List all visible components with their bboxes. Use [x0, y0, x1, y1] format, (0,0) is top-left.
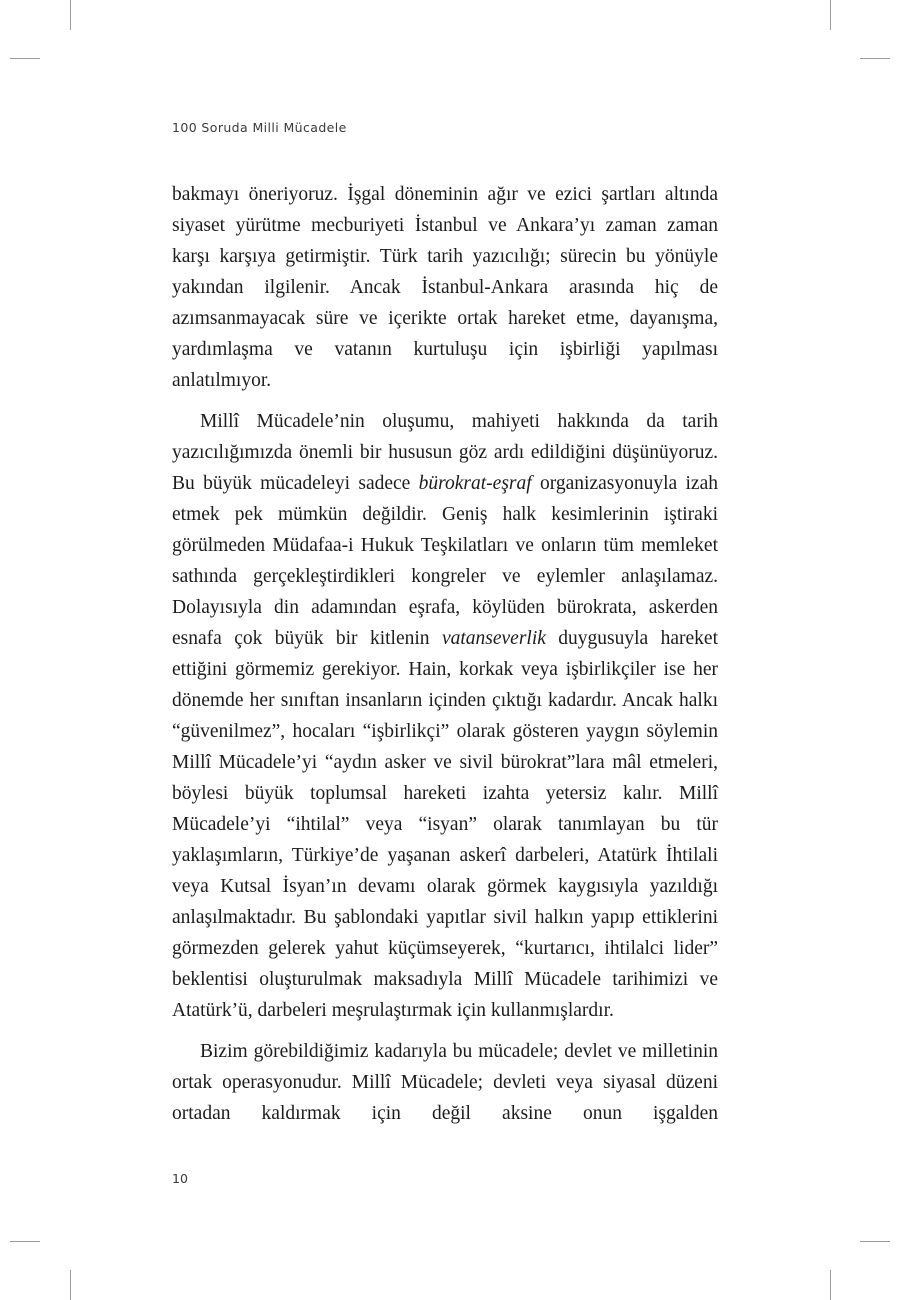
running-header: 100 Soruda Milli Mücadele: [172, 120, 347, 135]
paragraph: [172, 1036, 718, 1129]
crop-mark-bottom-left: [70, 1270, 71, 1300]
page-number: 10: [172, 1171, 188, 1186]
text-segment: duygusuyla hareket ettiğini görmemiz gerekiyor. Hain, korkak veya işbirlikçiler ise her dönemde her sınıftan insanların içinden çıktığı kadardır. Ancak halkı “güvenilmez”, hocaları “işbirlikçi” olarak gösteren yaygın söylemin Millî Mücadele’yi “aydın asker ve sivil bürokrat”lara mâl etmeleri, böylesi büyük toplumsal hareketi izahta yetersiz kalır. Millî Mücadele’yi “ihtilal” veya “isyan” olarak tanımlayan bu tür yaklaşımların, Türkiye’de yaşanan askerî darbeleri, Atatürk İhtilali veya Kutsal İsyan’ın devamı olarak görmek kaygısıyla yazıldığı anlaşılmaktadır. Bu şablondaki yapıtlar sivil halkın yapıp ettiklerini görmezden gelerek yahut küçümseyerek, “kurtarıcı, ihtilalci lider” beklentisi oluşturulmak maksadıyla Millî Mücadele tarihimizi ve Atatürk’ü, darbeleri meşrulaştırmak için kullanmışlardır.: [172, 628, 718, 1021]
italic-term: vatanseverlik: [441, 628, 546, 649]
italic-term: bürokrat-eşraf: [418, 473, 532, 494]
crop-mark-right-top: [860, 58, 890, 59]
crop-mark-left-bottom: [10, 1241, 40, 1242]
body-text: [172, 179, 718, 1129]
crop-mark-top-left: [70, 0, 71, 30]
text-segment: bakmayı öneriyoruz. İşgal döneminin ağır ve ezici şartları altında siyaset yürütme mecburiyeti İstanbul ve Ankara’yı zaman zaman karşı karşıya getirmiştir. Türk tarih yazıcılığı; sürecin bu yönüyle yakından ilgilenir. Ancak İstanbul-Ankara arasında hiç de azımsanmayacak süre ve içerikte ortak hareket etme, dayanışma, yardımlaşma ve vatanın kurtuluşu için işbirliği yapılması anlatılmıyor.: [172, 184, 718, 391]
paragraph: [172, 179, 718, 396]
crop-mark-top-right: [830, 0, 831, 30]
paragraph: [172, 406, 718, 1026]
crop-mark-bottom-right: [830, 1270, 831, 1300]
crop-mark-right-bottom: [860, 1241, 890, 1242]
crop-mark-left-top: [10, 58, 40, 59]
text-segment: organizasyonuyla izah etmek pek mümkün değildir. Geniş halk kesimlerinin iştiraki görülmeden Müdafaa-i Hukuk Teşkilatları ve onların tüm memleket sathında gerçekleştirdikleri kongreler ve eylemler anlaşılamaz. Dolayısıyla din adamından eşrafa, köylüden bürokrata, askerden esnafa çok büyük bir kitlenin: [172, 473, 718, 649]
text-segment: Millî Mücadele’nin oluşumu, mahiyeti hakkında da tarih yazıcılığımızda önemli bir hususun göz ardı edildiğini düşünüyoruz. Bu büyük mücadeleyi sadece: [172, 411, 718, 494]
text-segment: Bizim görebildiğimiz kadarıyla bu mücadele; devlet ve milletinin ortak operasyonudur. Millî Mücadele; devleti veya siyasal düzeni ortadan kaldırmak için değil aksine onun işgalden: [172, 1041, 718, 1124]
